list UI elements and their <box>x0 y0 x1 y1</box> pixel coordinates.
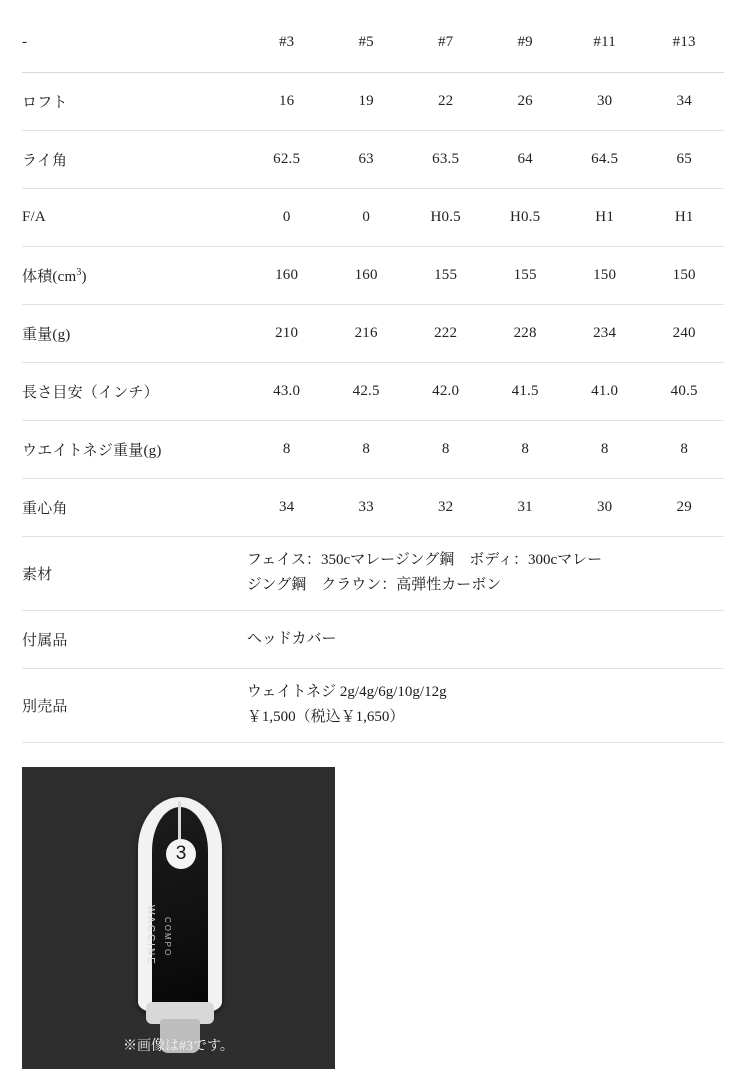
row-label-optional: 別売品 <box>22 668 247 742</box>
header-label: - <box>22 14 247 72</box>
table-row-accessory <box>22 610 724 668</box>
cell-cg-3: 34 <box>247 478 327 536</box>
cell-volume-3: 160 <box>247 246 327 304</box>
table-row <box>22 72 724 130</box>
cell-fa-3: 0 <box>247 188 327 246</box>
table-header-row <box>22 14 724 72</box>
cell-weight-5: 216 <box>326 304 406 362</box>
header-col-5: #11 <box>565 14 645 72</box>
material-line-1: フェイス：350cマレージング鋼 ボディ：300cマレー <box>246 552 603 569</box>
volume-label-prefix: 体積(cm <box>22 268 77 285</box>
cell-length-9: 41.5 <box>485 362 565 420</box>
cell-length-13: 40.5 <box>644 362 724 420</box>
cell-cg-5: 33 <box>326 478 406 536</box>
cell-loft-7: 22 <box>406 72 486 130</box>
cell-weight-7: 222 <box>406 304 486 362</box>
cell-cg-13: 29 <box>644 478 724 536</box>
cell-screw-3: 8 <box>247 420 327 478</box>
cell-weight-9: 228 <box>485 304 565 362</box>
cell-fa-7: H0.5 <box>406 188 486 246</box>
cell-weight-13: 240 <box>644 304 724 362</box>
table-row-material <box>22 536 724 610</box>
cell-lie-9: 64 <box>485 130 565 188</box>
row-label-weight-screw: ウエイトネジ重量(g) <box>22 420 247 478</box>
specification-table <box>22 14 724 743</box>
cell-fa-9: H0.5 <box>485 188 565 246</box>
material-value <box>247 536 724 610</box>
cell-loft-11: 30 <box>565 72 645 130</box>
headcover-number-badge: 3 <box>166 839 196 869</box>
header-col-4: #9 <box>485 14 565 72</box>
headcover-brand-line-1: WACCINE <box>145 905 156 966</box>
material-line-2: ジング鋼 クラウン：高弾性カーボン <box>246 577 502 593</box>
header-col-3: #7 <box>406 14 486 72</box>
cell-lie-7: 63.5 <box>406 130 486 188</box>
optional-value <box>247 668 724 742</box>
header-col-6: #13 <box>644 14 724 72</box>
cell-cg-9: 31 <box>485 478 565 536</box>
row-label-volume <box>22 246 247 304</box>
table-row-optional <box>22 668 724 742</box>
volume-label-suffix: ) <box>81 268 87 285</box>
cell-screw-9: 8 <box>485 420 565 478</box>
row-label-length: 長さ目安（インチ） <box>22 362 247 420</box>
cell-cg-7: 32 <box>406 478 486 536</box>
optional-line-1: ウェイトネジ 2g/4g/6g/10g/12g <box>246 684 447 701</box>
cell-volume-13: 150 <box>644 246 724 304</box>
cell-screw-11: 8 <box>565 420 645 478</box>
table-row <box>22 420 724 478</box>
cell-screw-13: 8 <box>644 420 724 478</box>
table-row <box>22 188 724 246</box>
cell-volume-9: 155 <box>485 246 565 304</box>
cell-fa-13: H1 <box>644 188 724 246</box>
table-row <box>22 478 724 536</box>
cell-fa-11: H1 <box>565 188 645 246</box>
cell-length-5: 42.5 <box>326 362 406 420</box>
optional-line-2: ￥1,500（税込￥1,650） <box>246 709 405 725</box>
row-label-lie-angle: ライ角 <box>22 130 247 188</box>
cell-lie-5: 63 <box>326 130 406 188</box>
row-label-cg-angle: 重心角 <box>22 478 247 536</box>
headcover-graphic <box>138 797 222 1027</box>
table-row <box>22 304 724 362</box>
cell-fa-5: 0 <box>326 188 406 246</box>
image-caption: ※画像は#3です。 <box>123 1039 234 1054</box>
cell-loft-9: 26 <box>485 72 565 130</box>
table-row <box>22 130 724 188</box>
product-image <box>22 767 335 1069</box>
cell-loft-3: 16 <box>247 72 327 130</box>
cell-volume-11: 150 <box>565 246 645 304</box>
cell-length-7: 42.0 <box>406 362 486 420</box>
cell-screw-7: 8 <box>406 420 486 478</box>
row-label-weight: 重量(g) <box>22 304 247 362</box>
volume-label-sup: 3 <box>76 266 82 278</box>
cell-screw-5: 8 <box>326 420 406 478</box>
row-label-material: 素材 <box>22 536 247 610</box>
row-label-loft: ロフト <box>22 72 247 130</box>
spec-page <box>0 14 750 1087</box>
cell-lie-11: 64.5 <box>565 130 645 188</box>
headcover-brand-line-2: COMPO <box>163 917 172 958</box>
header-col-1: #3 <box>247 14 327 72</box>
cell-weight-3: 210 <box>247 304 327 362</box>
cell-cg-11: 30 <box>565 478 645 536</box>
cell-length-3: 43.0 <box>247 362 327 420</box>
cell-volume-5: 160 <box>326 246 406 304</box>
cell-loft-13: 34 <box>644 72 724 130</box>
table-row <box>22 362 724 420</box>
row-label-fa: F/A <box>22 188 247 246</box>
cell-lie-3: 62.5 <box>247 130 327 188</box>
table-row <box>22 246 724 304</box>
header-col-2: #5 <box>326 14 406 72</box>
cell-lie-13: 65 <box>644 130 724 188</box>
cell-weight-11: 234 <box>565 304 645 362</box>
row-label-accessory: 付属品 <box>22 610 247 668</box>
accessory-value: ヘッドカバー <box>247 610 724 668</box>
cell-loft-5: 19 <box>326 72 406 130</box>
cell-volume-7: 155 <box>406 246 486 304</box>
cell-length-11: 41.0 <box>565 362 645 420</box>
